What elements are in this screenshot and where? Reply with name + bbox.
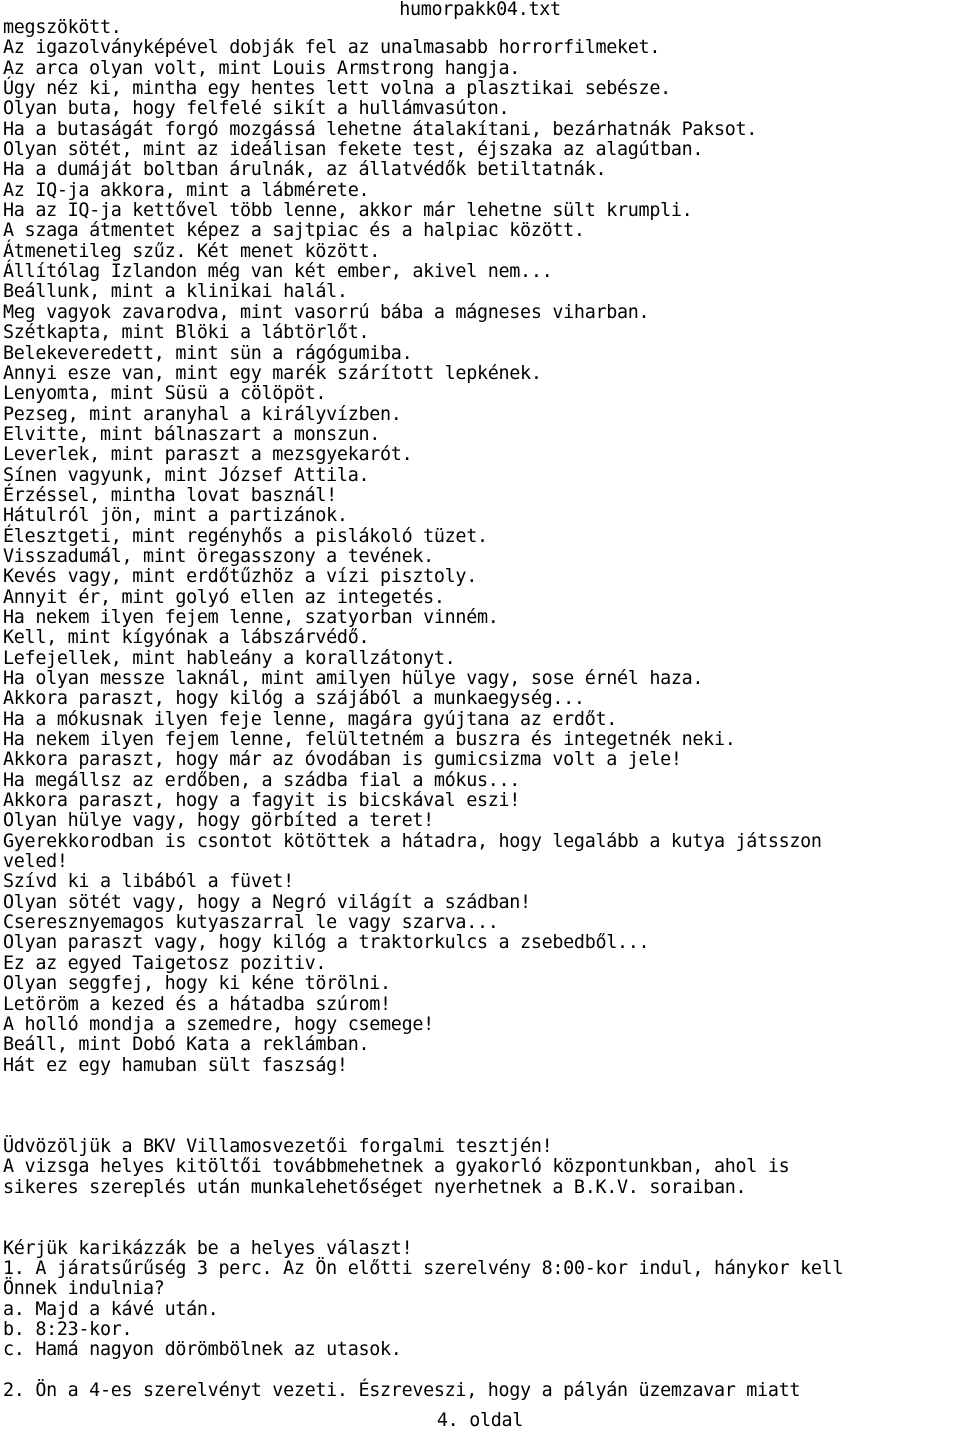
- text-line: Önnek indulnia?: [3, 1278, 165, 1300]
- text-line: Olyan sötét, mint az ideálisan fekete test, éjszaka az alagútban.: [3, 139, 704, 161]
- text-line: Gyerekkorodban is csontot kötöttek a hátadra, hogy legalább a kutya játsszon: [3, 830, 822, 852]
- text-line: b. 8:23-kor.: [3, 1319, 133, 1340]
- text-line: Akkora paraszt, hogy már az óvodában is gumicsizma volt a jele!: [3, 749, 682, 771]
- text-line: Átmenetileg szűz. Két menet között.: [3, 240, 381, 262]
- text-line: Akkora paraszt, hogy a fagyit is bicskával eszi!: [3, 790, 521, 812]
- text-line: Ha a butaságát forgó mozgássá lehetne átalakítani, bezárhatnák Paksot.: [3, 118, 758, 140]
- text-line: Ha nekem ilyen fejem lenne, felültetném a buszra és integetnék neki.: [3, 729, 736, 751]
- text-line: Olyan hülye vagy, hogy görbíted a teret!: [3, 810, 434, 832]
- text-line: Az arca olyan volt, mint Louis Armstrong hangja.: [3, 57, 521, 79]
- text-line: Kevés vagy, mint erdőtűzhöz a vízi pisztoly.: [3, 566, 477, 588]
- text-line: Kérjük karikázzák be a helyes választ!: [3, 1237, 413, 1259]
- text-line: 2. Ön a 4-es szerelvényt vezeti. Észreveszi, hogy a pályán üzemzavar miatt: [3, 1380, 801, 1402]
- text-line: Szétkapta, mint Blöki a lábtörlőt.: [3, 322, 370, 344]
- text-line: Ha nekem ilyen fejem lenne, szatyorban vinném.: [3, 606, 499, 628]
- text-line: sikeres szereplés után munkalehetőséget nyerhetnek a B.K.V. soraiban.: [3, 1176, 747, 1198]
- text-line: Ha megállsz az erdőben, a szádba fial a mókus...: [3, 769, 521, 791]
- text-line: Ha olyan messze laknál, mint amilyen hülye vagy, sose érnél haza.: [3, 668, 704, 689]
- text-line: Kell, mint kígyónak a lábszárvédő.: [3, 627, 370, 649]
- text-line: Érzéssel, mintha lovat basznál!: [3, 484, 337, 506]
- text-line: [3, 1076, 960, 1096]
- text-line: Ha a mókusnak ilyen feje lenne, magára gyújtana az erdőt.: [3, 708, 618, 730]
- text-line: Leverlek, mint paraszt a mezsgyekarót.: [3, 444, 413, 466]
- document-body: [3, 18, 960, 1401]
- text-line: A vizsga helyes kitöltői továbbmehetnek a gyakorló központunkban, ahol is: [3, 1156, 790, 1178]
- document-header-filename: humorpakk04.txt: [399, 0, 561, 20]
- document-footer-page-number: 4. oldal: [436, 1410, 524, 1431]
- text-line: [3, 1117, 960, 1137]
- text-line: Beállunk, mint a klinikai halál.: [3, 281, 348, 303]
- text-line: c. Hamá nagyon dörömbölnek az utasok.: [3, 1339, 402, 1361]
- text-line: a. Majd a kávé után.: [3, 1298, 219, 1320]
- text-line: veled!: [3, 851, 68, 873]
- text-line: A holló mondja a szemedre, hogy csemege!: [3, 1013, 434, 1035]
- text-line: Olyan buta, hogy felfelé sikít a hullámvasúton.: [3, 98, 510, 120]
- text-line: [3, 1218, 960, 1238]
- text-line: Ha a dumáját boltban árulnák, az állatvédők betiltatnák.: [3, 159, 607, 181]
- text-line: [3, 1198, 960, 1218]
- text-line: Állítólag Izlandon még van két ember, akivel nem...: [3, 261, 553, 283]
- text-line: megszökött.: [3, 17, 122, 38]
- text-line: Úgy néz ki, mintha egy hentes lett volna a plasztikai sebésze.: [3, 78, 671, 100]
- text-line: Az IQ-ja akkora, mint a lábmérete.: [3, 179, 370, 201]
- text-line: Szívd ki a libából a füvet!: [3, 871, 294, 893]
- text-line: Visszadumál, mint öregasszony a tevének.: [3, 545, 434, 567]
- text-line: Lenyomta, mint Süsü a cölöpöt.: [3, 383, 327, 405]
- text-line: Hát ez egy hamuban sült faszság!: [3, 1054, 348, 1076]
- text-line: Élesztgeti, mint regényhős a pislákoló tüzet.: [3, 525, 488, 547]
- text-line: Olyan paraszt vagy, hogy kilóg a traktorkulcs a zsebedből...: [3, 932, 650, 954]
- text-line: Az igazolványképével dobják fel az unalmasabb horrorfilmeket.: [3, 37, 661, 59]
- text-line: Lefejellek, mint hableány a korallzátonyt.: [3, 647, 456, 669]
- text-line: Ez az egyed Taigetosz pozitiv.: [3, 952, 327, 974]
- text-line: Pezseg, mint aranyhal a királyvízben.: [3, 403, 402, 425]
- text-line: Üdvözöljük a BKV Villamosvezetői forgalmi tesztjén!: [3, 1135, 553, 1157]
- text-line: Sínen vagyunk, mint József Attila.: [3, 464, 370, 486]
- text-line: [3, 1361, 960, 1381]
- text-line: Belekeveredett, mint sün a rágógumiba.: [3, 342, 413, 364]
- text-line: Meg vagyok zavarodva, mint vasorrú bába a mágneses viharban.: [3, 301, 650, 323]
- text-line: 1. A járatsűrűség 3 perc. Az Ön előtti szerelvény 8:00-kor indul, hánykor kell: [3, 1257, 844, 1279]
- text-line: Letöröm a kezed és a hátadba szúrom!: [3, 993, 391, 1015]
- text-line: Olyan sötét vagy, hogy a Negró világít a szádban!: [3, 891, 531, 913]
- text-line: Elvitte, mint bálnaszart a monszun.: [3, 423, 381, 445]
- text-line: [3, 1096, 960, 1116]
- text-line: Akkora paraszt, hogy kilóg a szájából a munkaegység...: [3, 688, 585, 710]
- text-line: Annyi esze van, mint egy marék szárított lepkének.: [3, 362, 542, 384]
- text-line: Beáll, mint Dobó Kata a reklámban.: [3, 1034, 370, 1056]
- text-line: Annyit ér, mint golyó ellen az integetés.: [3, 586, 445, 608]
- text-line: A szaga átmentet képez a sajtpiac és a halpiac között.: [3, 220, 585, 242]
- text-line: Cseresznyemagos kutyaszarral le vagy szarva...: [3, 912, 499, 934]
- text-line: Hátulról jön, mint a partizánok.: [3, 505, 348, 527]
- text-line: Olyan seggfej, hogy ki kéne törölni.: [3, 973, 391, 995]
- text-line: Ha az IQ-ja kettővel több lenne, akkor már lehetne sült krumpli.: [3, 200, 693, 222]
